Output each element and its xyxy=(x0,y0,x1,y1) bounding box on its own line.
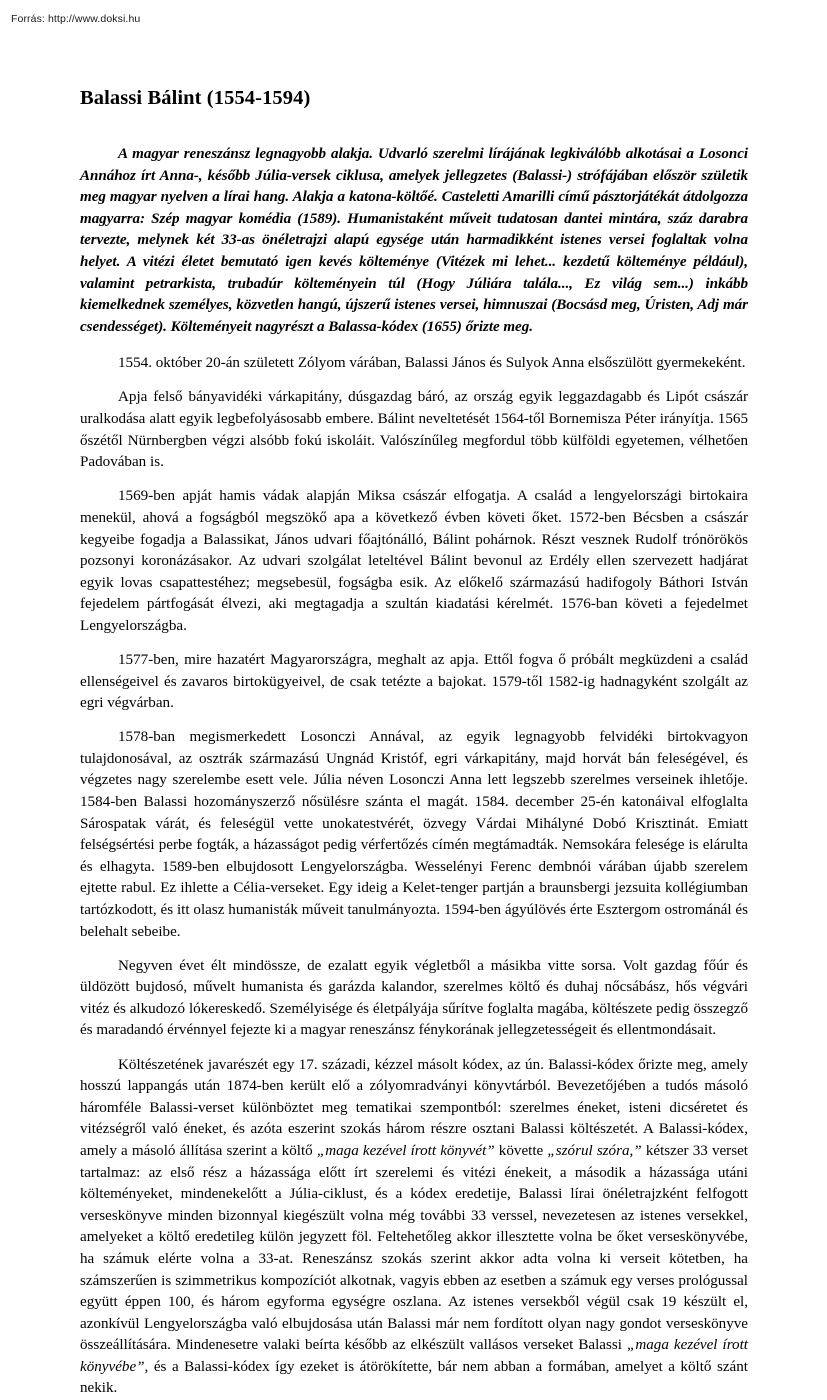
paragraph-codex xyxy=(80,1055,748,1400)
source-header: Forrás: http://www.doksi.hu xyxy=(11,13,141,25)
paragraph-1569: 1569-ben apját hamis vádak alapján Miksa császár elfogatja. A család a lengyelországi birtokaira menekül, ahová a fogságból megszökő apa a következő évben követi őket. 1572-ben Bécsben a császár kegyeibe fogadja a Balassikat, János udvari főajtónálló, Bálint pohárnok. Részt vesznek Rudolf trónörökös pozsonyi koronázásakor. Az udvari szolgálat leteltével Bálint bevonul az Erdély ellen szervezett hadjárat egyik lovas csapattestéhez; megsebesül, fogságba esik. Az előkelő származású hadifogoly Báthori István fejedelem pártfogását élvezi, aki megtagadja a szultán kiadatási kérelmét. 1576-ban követi a fejedelmet Lengyelországba. xyxy=(80,488,748,634)
codex-text-part-1: Költészetének javarészét egy 17. századi, kézzel másolt kódex, az ún. Balassi-kódex őrizte meg, amely hosszú lappangás után 1874-ben került elő a zólyomradványi könyvtárból. Bevezetőjében a tudós másoló háromféle Balassi-verset különböztet meg tematikai szempontból: szerelmes éneket, isteni dicséretet és vitézségről való éneket, és azóta eszerint szokás három részre osztani Balassi költészetét. A Balassi-kódex, amely a másoló állítása szerint a költő xyxy=(80,1056,748,1159)
page-title: Balassi Bálint (1554-1594) xyxy=(80,87,311,109)
codex-quote-3: „maga kezével írott könyvébe” xyxy=(80,1337,748,1375)
codex-text-part-2: követte xyxy=(494,1142,548,1159)
paragraph-1577: 1577-ben, mire hazatért Magyarországra, meghalt az apja. Ettől fogva ő próbált megküzdeni a család ellenségeivel és zavaros birtokügyeivel, de csak tetézte a bajokat. 1579-től 1582-ig hadnagyként szolgált az egri végvárban. xyxy=(80,651,748,712)
paragraph-life-summary: Negyven évet élt mindössze, de ezalatt egyik végletből a másikba vitte sorsa. Volt gazdag főúr és üldözött bujdosó, művelt humanista és garázda kalandor, szerelmes költő és duhaj nőcsábász, hős végvári vitéz és alkudozó lókereskedő. Személyisége és életpályája sűrítve foglalta magába, költészete pedig összegző és maradandó érvénnyel fejezte ki a magyar reneszánsz fénykorának jellegzetességeit és ellentmondásait. xyxy=(80,957,748,1039)
codex-text-part-4: , és a Balassi-kódex így ezeket is átörökítette, bár nem abban a formában, amelyet a költő szánt nekik. xyxy=(80,1358,748,1397)
codex-quote-1: „maga kezével írott könyvét” xyxy=(316,1142,495,1159)
codex-text-part-3: kétszer 33 verset tartalmaz: az első rész a házassága előtt írt szerelemi és vitézi énekeit, a második a házassága utáni költeményeket, mindenekelőtt a Júlia-ciklust, és a kódex eredetije, Balassi lírai önéletrajzként felfogott verseskönyve minden bizonnyal kiegészült volna még további 33 verssel, nevezetesen az istenes versekkel, amelyeket a költő eredetileg külön jegyzett föl. Feltehetőleg akkor illesztette volna be őket verseskönyvébe, ha számuk elérte volna a 33-at. Reneszánsz szokás szerint akkor adta volna ki verseit kötetben, ha számszerűen is szimmetrikus kompozíciót alkotnak, vagyis ebben az esetben a számuk egy verses prológussal együtt éppen 100, és három egyforma egységre oszlana. Az istenes versekből végül csak 19 készült el, azonkívül Lengyelországba való elbujdosása után Balassi már nem fordított olyan nagy gondot verseskönyve összeállítására. Mindenesetre valaki beírta később az elkészült vallásos verseket Balassi xyxy=(80,1142,748,1354)
paragraph-1578: 1578-ban megismerkedett Losonczi Annával, az egyik legnagyobb felvidéki birtokvagyon tulajdonosával, az osztrák származású Ungnád Kristóf, egri várkapitány, majd horvát bán feleségével, és végzetes nagy szerelembe esett vele. Júlia néven Losonczi Anna lett legszebb szerelmes verseinek ihletője. 1584-ben Balassi hozományszerző nősülésre szánta el magát. 1584. december 25-én katonáival elfoglalta Sárospatak várát, és feleségül vette unokatestvérét, özvegy Várdai Mihályné Dobó Krisztinát. Emiatt felségsértési perbe fogták, a házasságot pedig vérfertőzés címén megtámadták. Nemsokára felesége is elárulta és elhagyta. 1589-ben elbujdosott Lengyelországba. Wesselényi Ferenc dembnói várában újabb szerelem ejtette rabul. Ez ihlette a Célia-verseket. Egy ideig a Kelet-tenger partján a braunsbergi jezsuita kollégiumban tartózkodott, és itt olasz humanisták műveit tanulmányozta. 1594-ben ágyúlövés érte Esztergom ostrománál és belehalt sebeibe. xyxy=(80,729,748,940)
paragraph-father: Apja felső bányavidéki várkapitány, dúsgazdag báró, az ország egyik leggazdagabb és Lipót császár uralkodása alatt egyik legbefolyásosabb embere. Bálint neveltetését 1564-től Bornemisza Péter irányítja. 1565 őszétől Nürnbergben végzi alsóbb fokú iskoláit. Valószínűleg megfordul több külföldi egyetemen, vélhetően Padovában is. xyxy=(80,389,748,471)
codex-quote-2: „szórul szóra,” xyxy=(547,1142,642,1159)
lead-paragraph: A magyar reneszánsz legnagyobb alakja. Udvarló szerelmi lírájának legkiválóbb alkotásai a Losonci Annához írt Anna-, később Júlia-versek ciklusa, amelyek jellegzetes (Balassi-) strófájában először születik meg magyar nyelven a lírai hang. Alakja a katona-költőé. Casteletti Amarilli című pásztorjátékát átdolgozza magyarra: Szép magyar komédia (1589). Humanistaként műveit tudatosan dantei mintára, száz darabra tervezte, melynek két 33-as önéletrajzi alapú egysége után harmadikként istenes versei foglaltak volna helyet. A vitézi életet bemutató igen kevés költeménye (Vitézek mi lehet... kezdetű költeménye például), valamint petrarkista, trubadúr költeményein túl (Hogy Júliára talála..., Ez világ sem...) inkább kiemelkednek személyes, közvetlen hangú, újszerű istenes versei, himnuszai (Bocsásd meg, Úristen, Adj már csendességet). Költeményeit nagyrészt a Balassa-kódex (1655) őrizte meg. xyxy=(80,146,748,335)
document-body xyxy=(80,86,748,1400)
paragraph-birth: 1554. október 20-án született Zólyom várában, Balassi János és Sulyok Anna elsőszülött gyermekeként. xyxy=(118,355,746,372)
